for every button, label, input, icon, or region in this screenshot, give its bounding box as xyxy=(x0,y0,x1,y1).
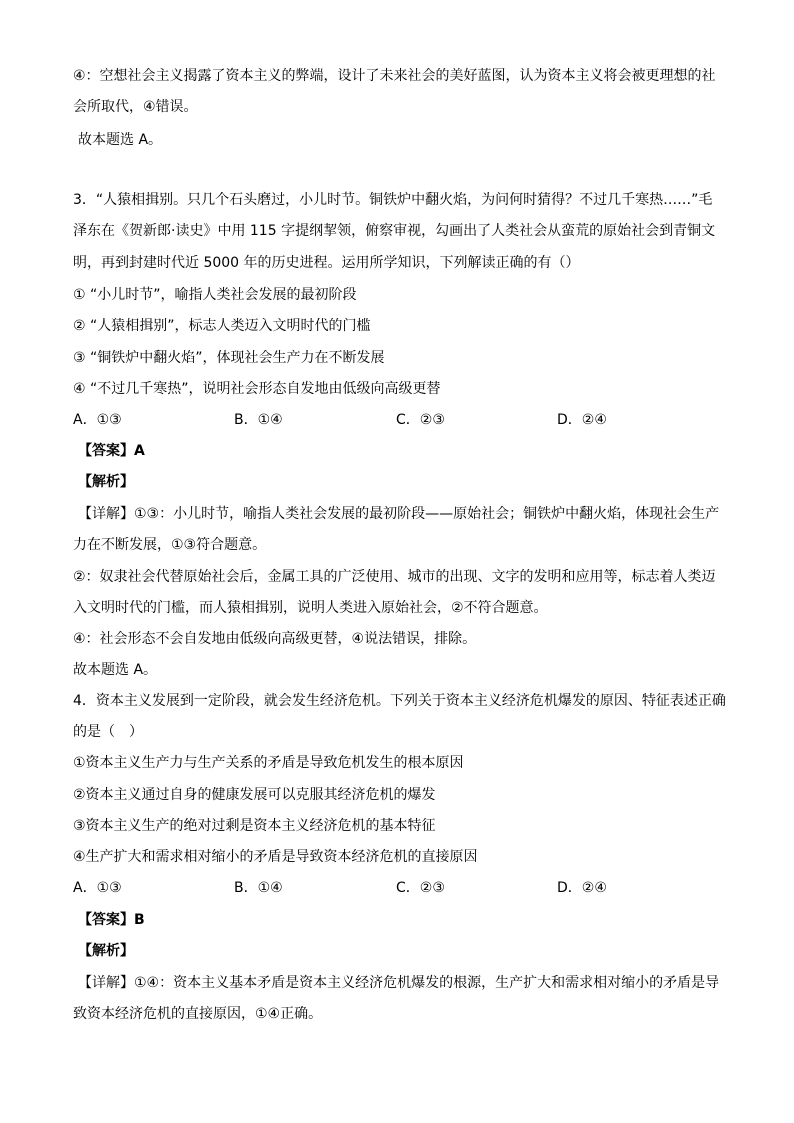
text-line: ④：空想社会主义揭露了资本主义的弊端，设计了未来社会的美好蓝图，认为资本主义将会被更理想的社 xyxy=(73,68,716,84)
option-a: A．①③ xyxy=(73,412,122,428)
explanation: 致资本经济危机的直接原因，①④正确。 xyxy=(73,1006,323,1022)
explanation: 力在不断发展，①③符合题意。 xyxy=(73,537,267,553)
statement: ②资本主义通过自身的健康发展可以克服其经济危机的爆发 xyxy=(73,787,436,803)
explanation: 【详解】①④：资本主义基本矛盾是资本主义经济危机爆发的根源，生产扩大和需求相对缩小的矛盾是导 xyxy=(78,975,720,991)
explanation: ②：奴隶社会代替原始社会后，金属工具的广泛使用、城市的出现、文字的发明和应用等，标志着人类迈 xyxy=(73,569,716,585)
answer-label: 【答案】A xyxy=(78,443,145,459)
answer-label: 【答案】B xyxy=(78,912,145,928)
question-stem: 明，再到封建时代近 5000 年的历史进程。运用所学知识，下列解读正确的有（） xyxy=(73,255,580,271)
question-stem: 3．“人猿相揖别。只几个石头磨过，小儿时节。铜铁炉中翻火焰，为问何时猜得？不过几千寒热……”毛 xyxy=(73,192,713,208)
conclusion: 故本题选 A。 xyxy=(73,662,158,678)
question-stem: 泽东在《贺新郎·读史》中用 115 字提纲挈领，俯察审视，勾画出了人类社会从蛮荒的原始社会到青铜文 xyxy=(73,223,716,239)
text-line: 会所取代，④错误。 xyxy=(73,99,198,115)
statement: ④ “不过几千寒热”，说明社会形态自发地由低级向高级更替 xyxy=(73,381,441,397)
option-a: A．①③ xyxy=(73,880,122,896)
option-d: D．②④ xyxy=(557,880,607,896)
statement: ③资本主义生产的绝对过剩是资本主义经济危机的基本特征 xyxy=(73,818,436,834)
option-d: D．②④ xyxy=(557,412,607,428)
question-stem: 的是（ ） xyxy=(73,724,143,740)
option-c: C．②③ xyxy=(396,412,445,428)
option-b: B．①④ xyxy=(234,412,283,428)
statement: ①资本主义生产力与生产关系的矛盾是导致危机发生的根本原因 xyxy=(73,755,464,771)
statement: ① “小儿时节”，喻指人类社会发展的最初阶段 xyxy=(73,287,357,303)
explanation: 【详解】①③：小儿时节，喻指人类社会发展的最初阶段——原始社会；铜铁炉中翻火焰，体现社会生产 xyxy=(78,506,720,522)
option-b: B．①④ xyxy=(234,880,283,896)
conclusion: 故本题选 A。 xyxy=(78,132,163,148)
explanation: ④：社会形态不会自发地由低级向高级更替，④说法错误，排除。 xyxy=(73,631,477,647)
explanation: 入文明时代的门槛，而人猿相揖别，说明人类进入原始社会，②不符合题意。 xyxy=(73,600,548,616)
statement: ③ “铜铁炉中翻火焰”，体现社会生产力在不断发展 xyxy=(73,350,385,366)
question-stem: 4．资本主义发展到一定阶段，就会发生经济危机。下列关于资本主义经济危机爆发的原因、特征表述正确 xyxy=(73,693,726,709)
analysis-label: 【解析】 xyxy=(78,474,134,490)
option-c: C．②③ xyxy=(396,880,445,896)
analysis-label: 【解析】 xyxy=(78,943,134,959)
statement: ② “人猿相揖别”，标志人类迈入文明时代的门槛 xyxy=(73,318,371,334)
statement: ④生产扩大和需求相对缩小的矛盾是导致资本经济危机的直接原因 xyxy=(73,849,478,865)
